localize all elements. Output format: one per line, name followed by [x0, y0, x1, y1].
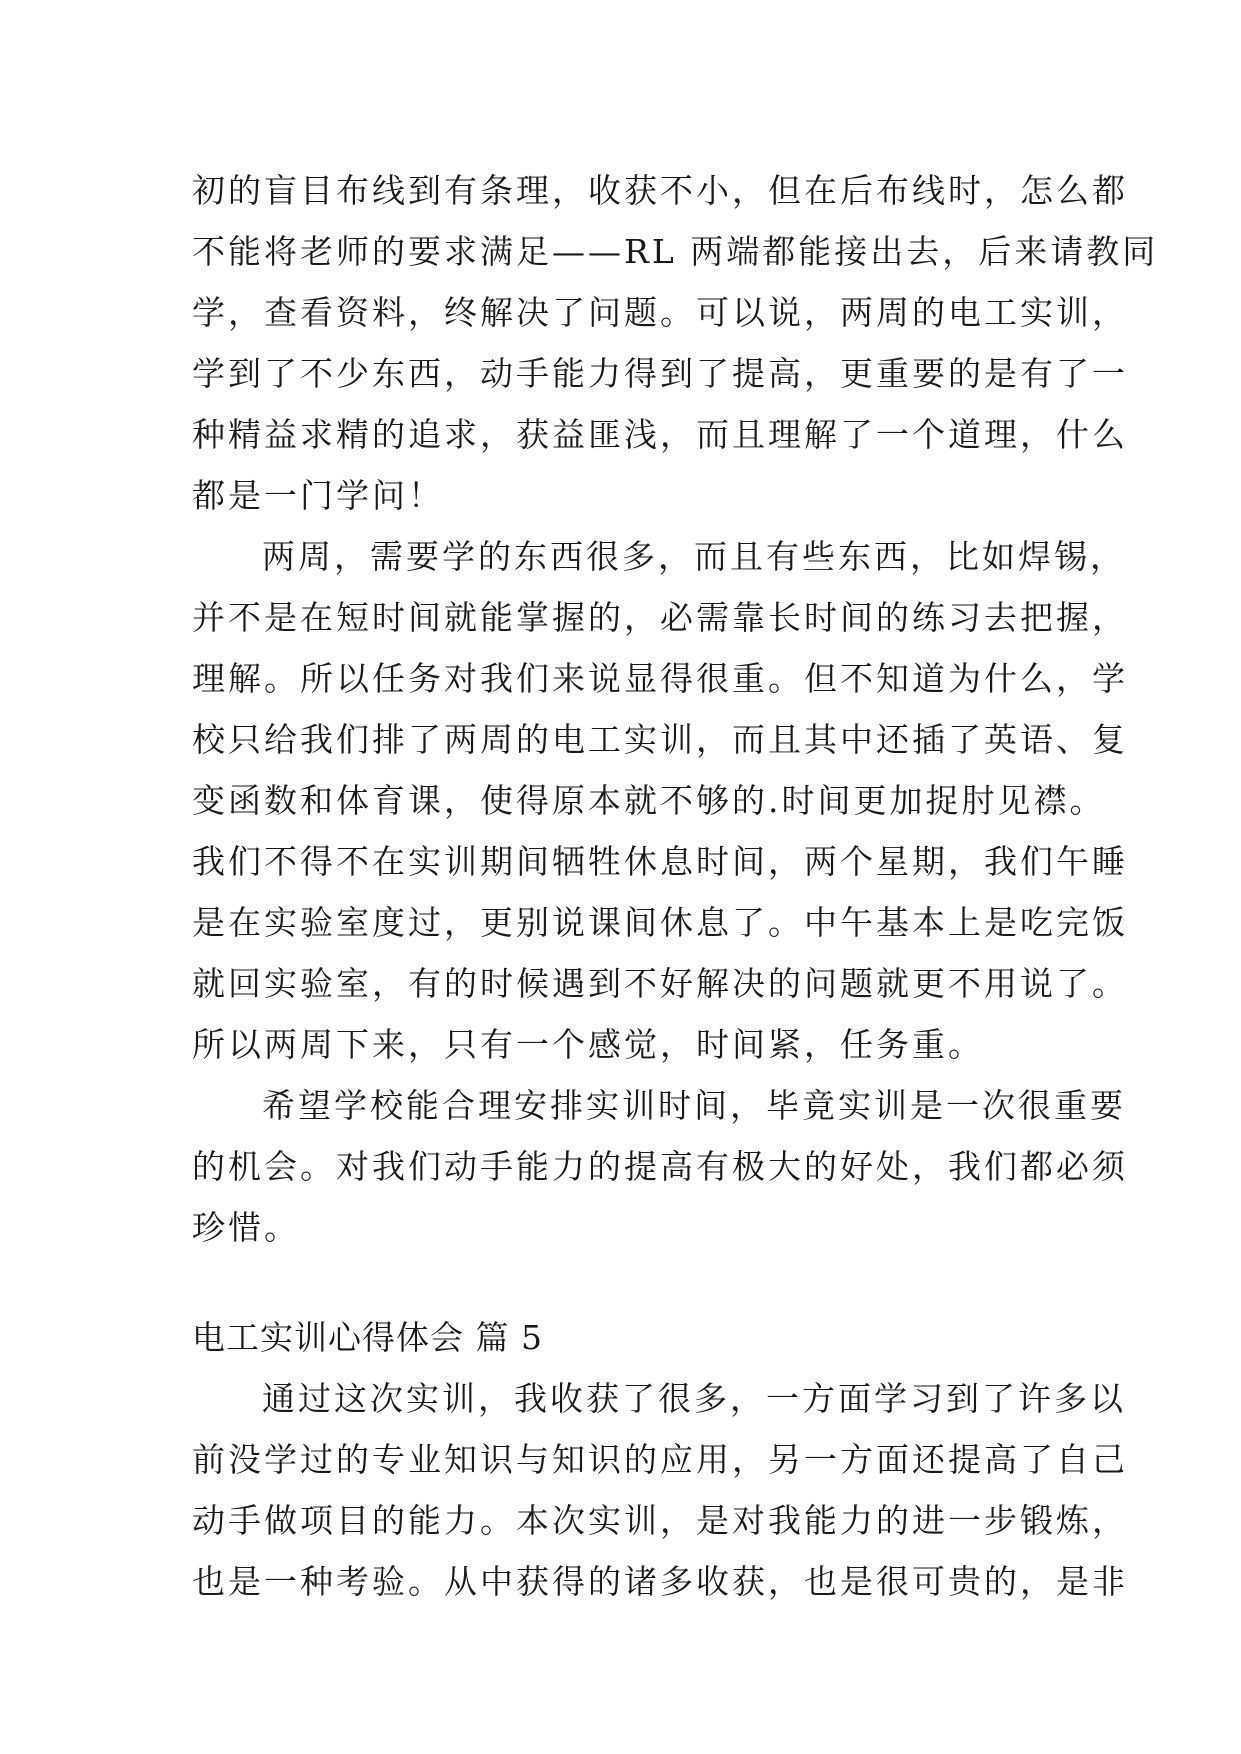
document-body	[192, 160, 1159, 1612]
text-line: 两周，需要学的东西很多，而且有些东西，比如焊锡，	[262, 537, 1126, 576]
paragraph-4	[192, 1368, 1128, 1612]
text-line: 理解。所以任务对我们来说显得很重。但不知道为什么，学	[192, 659, 1128, 698]
text-line: 都是一门学问！	[192, 476, 444, 515]
paragraph-2	[192, 526, 1128, 1075]
text-line: 初的盲目布线到有条理，收获不小，但在后布线时，怎么都	[192, 171, 1128, 210]
paragraph-1	[192, 160, 1159, 526]
text-line: 学，查看资料，终解决了问题。可以说，两周的电工实训，	[192, 293, 1128, 332]
paragraph-3	[192, 1075, 1128, 1258]
text-line: 是在实验室度过，更别说课间休息了。中午基本上是吃完饭	[192, 903, 1128, 942]
text-line: 变函数和体育课，使得原本就不够的.时间更加捉肘见襟。	[192, 781, 1106, 820]
text-line: 就回实验室，有的时候遇到不好解决的问题就更不用说了。	[192, 964, 1128, 1003]
section-heading: 电工实训心得体会 篇 5	[192, 1318, 543, 1357]
text-line: 珍惜。	[192, 1208, 300, 1247]
text-line: 校只给我们排了两周的电工实训，而且其中还插了英语、复	[192, 720, 1128, 759]
text-line: 并不是在短时间就能掌握的，必需靠长时间的练习去把握，	[192, 598, 1128, 637]
section-spacer	[192, 1258, 1072, 1307]
text-line: 我们不得不在实训期间牺牲休息时间，两个星期，我们午睡	[192, 842, 1128, 881]
text-line: 不能将老师的要求满足——RL 两端都能接出去，后来请教同	[192, 232, 1159, 271]
text-line: 也是一种考验。从中获得的诸多收获，也是很可贵的，是非	[192, 1562, 1128, 1601]
text-line: 希望学校能合理安排实训时间，毕竟实训是一次很重要	[262, 1086, 1126, 1125]
text-line: 前没学过的专业知识与知识的应用，另一方面还提高了自己	[192, 1440, 1128, 1479]
text-line: 通过这次实训，我收获了很多，一方面学习到了许多以	[262, 1379, 1126, 1418]
text-line: 的机会。对我们动手能力的提高有极大的好处，我们都必须	[192, 1147, 1128, 1186]
text-line: 所以两周下来，只有一个感觉，时间紧，任务重。	[192, 1025, 984, 1064]
text-line: 学到了不少东西，动手能力得到了提高，更重要的是有了一	[192, 354, 1128, 393]
text-line: 种精益求精的追求，获益匪浅，而且理解了一个道理，什么	[192, 415, 1128, 454]
text-line: 动手做项目的能力。本次实训，是对我能力的进一步锻炼，	[192, 1501, 1128, 1540]
